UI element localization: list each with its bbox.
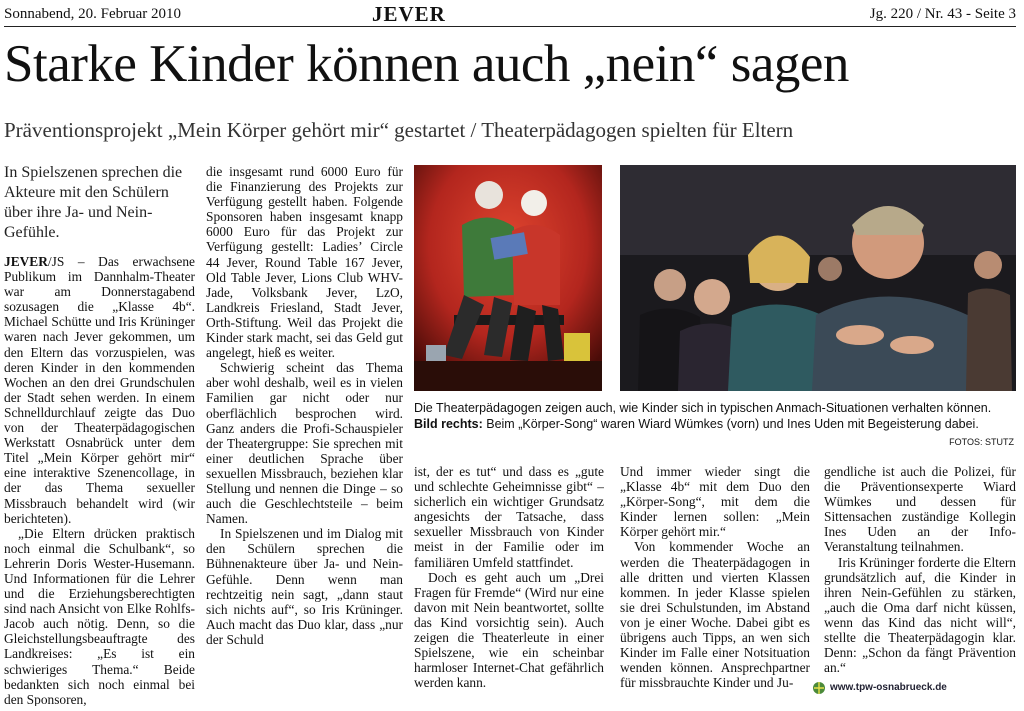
stage-photo-illustration bbox=[414, 165, 602, 391]
paragraph: Und immer wieder singt die „Klasse 4b“ mit dem Duo den „Körper-Song“, mit dem die Kinder lernen sollen: „Mein Körper gehört mir.“ bbox=[620, 464, 810, 540]
paragraph: Schwierig scheint das Thema aber wohl deshalb, weil es in vielen Familien gar nicht oder nur oberflächlich besprochen wird. Ganz anders die Profi-Schauspieler der Theatergruppe: Sie sprechen mit einer deutlichen Sprache über sexuellen Missbrauch, beziehen klar Stellung und nennen die Dinge – so auch die Geschlechtsteile – beim Namen. bbox=[206, 360, 403, 527]
website-link[interactable]: www.tpw-osnabrueck.de bbox=[830, 682, 947, 693]
issue-page: Jg. 220 / Nr. 43 - Seite 3 bbox=[869, 6, 1016, 22]
caption-label: Bild rechts: bbox=[414, 417, 483, 431]
article-column-2 bbox=[206, 164, 403, 704]
paragraph: Doch es geht auch um „Drei Fragen für Fremde“ (Wird nur eine davon mit Nein beantwortet, sollte das Kind vorsichtig sein). Auch zeigen die Theaterleute in einer Spielszene, wie ein scheinbar harmloser Internet-Chat gefährlich werden kann. bbox=[414, 569, 604, 691]
paragraph: „Die Eltern drücken praktisch noch einmal die Schulbank“, so Lehrerin Doris Wester-Husemann. Und Informationen für die Lehrer und die Erziehungsberechtigten sind nach Ansicht von Elke Rohlfs-Jacob auch nötig. Denn, so die Gleichstellungsbeauftragte des Landkreises: „Es ist ein schwieriges Thema.“ Beide bedankten sich noch einmal bei den Sponsoren, bbox=[4, 525, 195, 706]
subheadline: Präventionsprojekt „Mein Körper gehört mir“ gestartet / Theaterpädagogen spielten für Eltern bbox=[4, 118, 794, 142]
article-column-5 bbox=[824, 464, 1016, 676]
headline: Starke Kinder können auch „nein“ sagen bbox=[4, 35, 849, 93]
header-rule bbox=[4, 26, 1016, 27]
article-column-4 bbox=[620, 464, 810, 706]
dateline: JEVER bbox=[4, 254, 48, 269]
paragraph: JEVER/JS – Das erwachsene Publikum im Dannhalm-Theater war am Donnerstagabend sozusagen die „Klasse 4b“. Michael Schütte und Iris Krüninger waren nach Jever gekommen, um den Eltern das vorzuspielen, was deren Kinder in den kommenden Wochen an den drei Grundschulen der Stadt sehen werden. In einem Schnelldurchlauf zeigte das Duo von der Theaterpädagogischen Werkstatt Osnabrück unter dem Titel „Mein Körper gehört mir“ eine interaktive Szenencollage, in der das Thema sexueller Missbrauch behandelt wird (wir berichteten). bbox=[4, 254, 195, 526]
town-name: JEVER bbox=[372, 2, 446, 26]
paragraph: die insgesamt rund 6000 Euro für die Finanzierung des Projekts zur Verfügung gestellt haben. Folgende Sponsoren haben insgesamt knapp 6000 Euro für das Projekt zur Verfügung gestellt: Ladies’ Circle 44 Jever, Round Table 167 Jever, Old Table Jever, Lions Club WHV-Jade, Volksbank Jever, LzO, Landkreis Friesland, Stadt Jever, Orth-Stiftung. Weil das Projekt die Kinder stark macht, sei das Geld gut angelegt, hieß es weiter. bbox=[206, 164, 403, 361]
photo-credit: FOTOS: STUTZ bbox=[949, 437, 1014, 447]
article-column-1 bbox=[4, 254, 195, 706]
audience-photo-illustration bbox=[620, 165, 1016, 391]
paragraph: ist, der es tut“ und dass es „gute und schlechte Geheimnisse gibt“ – sicherlich ein wichtiger Grundsatz angesichts der Tatsache, dass sexueller Missbrauch von Kinder meist in der Familie oder im familiären Umfeld stattfindet. bbox=[414, 464, 604, 570]
byline: /JS bbox=[47, 254, 65, 269]
photo-audience-koerper-song bbox=[620, 165, 1016, 391]
paragraph: Iris Krüninger forderte die Eltern grundsätzlich auf, die Kinder in ihren Nein-Gefühlen zu stärken, „auch die Oma darf nicht küssen, wenn das Kind das nicht will“, stellte die Theaterpädagogin klar. Denn: „Schon da fängt Prävention an.“ bbox=[824, 554, 1016, 676]
paragraph: gendliche ist auch die Polizei, für die Präventionsexperte Wiard Wümkes und dessen für Sittensachen zuständige Kollegin Ines Uden an der Info-Veranstaltung teilnahmen. bbox=[824, 464, 1016, 555]
photo-stage-performance bbox=[414, 165, 602, 391]
paragraph: Von kommender Woche an werden die Theaterpädagogen in alle dritten und vierten Klassen kommen. In jeder Klasse spielen sie drei Schulstunden, im Abstand von je einer Woche. Dabei gibt es übrigens auch Tipps, an wen sich Kinder im Falle einer Notsituation wenden können. Ansprechpartner für missbrauchte Kinder und Ju- bbox=[620, 539, 810, 691]
issue-date: Sonnabend, 20. Februar 2010 bbox=[4, 6, 182, 22]
globe-icon bbox=[812, 681, 826, 695]
teaser: In Spielszenen sprechen die Akteure mit den Schülern über ihre Ja- und Nein-Gefühle. bbox=[4, 164, 183, 241]
paragraph: In Spielszenen und im Dialog mit den Schülern sprechen die Bühnenakteure über Ja- und Nein-Gefühle. Denn wenn man rechtzeitig nein sagt, „dann staut sich nichts auf“, so Iris Krüninger. Auch macht das Duo klar, dass „nur der Schuld bbox=[206, 526, 403, 647]
photo-caption: Die Theaterpädagogen zeigen auch, wie Kinder sich in typischen Anmach-Situationen verhalten können. Bild rechts: Beim „Körper-Song“ waren Wiard Wümkes (vorn) und Ines Uden mit Begeisterung dabei. bbox=[414, 401, 992, 431]
article-column-3 bbox=[414, 464, 604, 706]
